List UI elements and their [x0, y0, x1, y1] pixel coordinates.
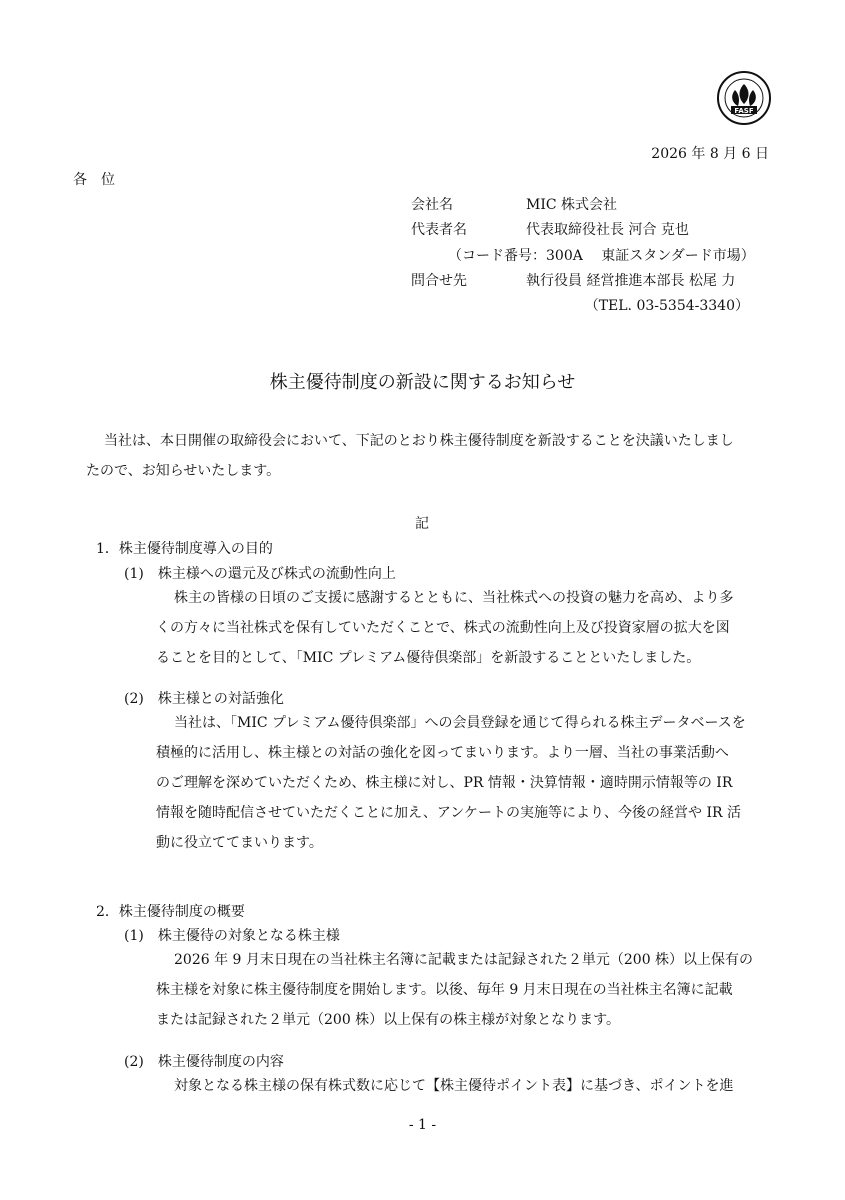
section-1-heading: 1．株主優待制度導入の目的 — [96, 541, 273, 557]
section-2-1-heading: (1) 株主優待の対象となる株主様 — [124, 928, 340, 944]
fasf-logo — [716, 70, 772, 126]
body-line: ることを目的として、「MIC プレミアム優待倶楽部」を新設することといたしました。 — [156, 650, 701, 666]
body-line: 動に役立ててまいります。 — [156, 835, 323, 851]
body-line: 株主様を対象に株主優待制度を開始します。以後、毎年 9 月末日現在の当社株主名簿に記載 — [156, 982, 733, 998]
body-line: 情報を随時配信させていただくことに加え、アンケートの実施等により、今後の経営や IR 活 — [156, 805, 741, 821]
body-line: くの方々に当社株式を保有していただくことで、株式の流動性向上及び投資家層の拡大を図 — [156, 620, 730, 636]
telephone: （TEL. 03-5354-3340） — [584, 298, 749, 314]
body-line: 積極的に活用し、株主様との対話の強化を図ってまいります。より一層、当社の事業活動へ — [156, 745, 729, 761]
section-2-heading: 2．株主優待制度の概要 — [96, 904, 245, 920]
page-number: - 1 - — [408, 1117, 437, 1133]
page-title: 株主優待制度の新設に関するお知らせ — [269, 372, 576, 393]
representative-label: 代表者名 — [411, 222, 467, 238]
logo-text: FASF — [734, 107, 754, 115]
contact-value: 執行役員 経営推進本部長 松尾 力 — [526, 273, 736, 289]
section-1-1-body — [156, 583, 734, 673]
body-line: 株主の皆様の日頃のご支援に感謝するとともに、当社株式への投資の魅力を高め、より多 — [174, 590, 734, 606]
section-1-1-heading: (1) 株主様への還元及び株式の流動性向上 — [124, 566, 396, 582]
intro-paragraph — [86, 426, 734, 486]
section-2-1-body — [156, 945, 754, 1035]
company-name-value: MIC 株式会社 — [526, 197, 618, 213]
intro-line: たので、お知らせいたします。 — [86, 463, 281, 479]
body-line: 当社は、「MIC プレミアム優待倶楽部」への会員登録を通じて得られる株主データベースを — [174, 715, 746, 731]
section-1-2-body — [156, 708, 746, 858]
intro-line: 当社は、本日開催の取締役会において、下記のとおり株主優待制度を新設することを決議いたしまし — [104, 433, 734, 449]
contact-label: 問合せ先 — [411, 273, 467, 289]
body-line: のご理解を深めていただくため、株主様に対し、PR 情報・決算情報・適時開示情報等の IR — [156, 775, 733, 791]
representative-value: 代表取締役社長 河合 克也 — [526, 222, 689, 238]
ki-mark: 記 — [415, 516, 429, 532]
date: 2026 年 8 月 6 日 — [651, 146, 769, 162]
body-line: または記録された２単元（200 株）以上保有の株主様が対象となります。 — [156, 1012, 621, 1028]
stock-code: （コード番号：300A 東証スタンダード市場） — [448, 248, 755, 264]
section-2-2-heading: (2) 株主優待制度の内容 — [124, 1054, 284, 1070]
section-2-2-body — [174, 1071, 733, 1101]
section-1-2-heading: (2) 株主様との対話強化 — [124, 691, 284, 707]
body-line: 対象となる株主様の保有株式数に応じて【株主優待ポイント表】に基づき、ポイントを進 — [174, 1078, 734, 1094]
body-line: 2026 年 9 月末日現在の当社株主名簿に記載または記録された２単元（200 株）以上保有の — [174, 952, 754, 968]
company-name-label: 会社名 — [411, 197, 453, 213]
addressee: 各 位 — [73, 172, 115, 188]
